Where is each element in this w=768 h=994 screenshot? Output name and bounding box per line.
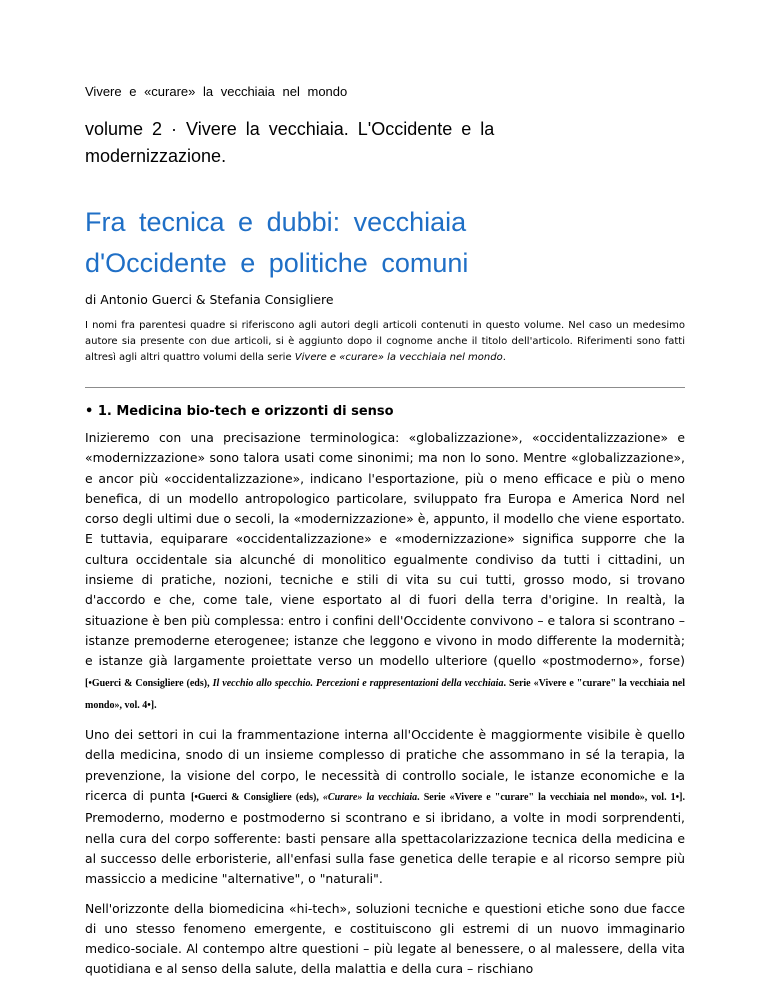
- reference-citation: [191, 792, 685, 803]
- reference-citation: [85, 678, 685, 711]
- article-title: Fra tecnica e dubbi: vecchiaia d'Occidente e politiche comuni: [85, 207, 469, 278]
- paragraph-2-text-a: Uno dei settori in cui la frammentazione interna all'Occidente è maggiormente visibile è quello della medicina, snodo di un insieme complesso di pratiche che assommano in sé la terapia, la prevenzione, la visione del corpo, le necessità di controllo sociale, le istanze economiche e la ricerca di punta: [85, 727, 685, 804]
- paragraph-1: [85, 428, 685, 716]
- paragraph-2: [85, 725, 685, 889]
- editorial-note-end: .: [502, 352, 506, 363]
- article-authors: di Antonio Guerci & Stefania Consigliere: [85, 292, 334, 307]
- section-divider: [85, 387, 685, 388]
- reference-citation-authors: [•Guerci & Consigliere (eds),: [191, 792, 323, 804]
- reference-citation-title: Il vecchio allo specchio. Percezioni e rappresentazioni della vecchiaia: [212, 677, 504, 689]
- editorial-note-text: I nomi fra parentesi quadre si riferiscono agli autori degli articoli contenuti in questo volume. Nel caso un medesimo autore sia presente con due articoli, si è aggiunto dopo il cognome anche il titolo dell'articolo. Riferimenti sono fatti altresì agli altri quattro volumi della serie: [85, 320, 685, 363]
- editorial-note-series-title: Vivere e «curare» la vecchiaia nel mondo: [294, 352, 503, 363]
- series-header: Vivere e «curare» la vecchiaia nel mondo: [85, 84, 348, 99]
- section-heading: • 1. Medicina bio-tech e orizzonti di senso: [85, 404, 394, 419]
- reference-citation-authors: [•Guerci & Consigliere (eds),: [85, 677, 213, 689]
- paragraph-2-text-b: Premoderno, moderno e postmoderno si scontrano e si ibridano, a volte in modi sorprendenti, nella cura del corpo sofferente: basti pensare alla spettacolarizzazione tecnica della medicina e al successo delle erboristerie, all'enfasi sulla fase genetica delle terapie e al ricorso sempre più massiccio a medicine "alternative", o "naturali".: [85, 810, 685, 887]
- reference-citation-series: . Serie «Vivere e "curare" la vecchiaia nel mondo», vol. 4•].: [85, 677, 685, 711]
- section-body: [85, 428, 685, 989]
- editorial-note: [85, 318, 685, 366]
- paragraph-1-text: Inizieremo con una precisazione terminologica: «globalizzazione», «occidentalizzazione» e «modernizzazione» sono talora usati come sinonimi; ma non lo sono. Mentre «globalizzazione», e ancor più «occidentalizzazione», indicano l'esportazione, più o meno efficace e più o meno benefica, di un modello antropologico particolare, sviluppato fra Europa e America Nord nel corso degli ultimi due o secoli, la «modernizzazione» è, appunto, il modello che viene esportato. E tuttavia, equiparare «occidentalizzazione» e «modernizzazione» significa supporre che la cultura occidentale sia alcunché di monolitico egualmente condiviso da tutti i cittadini, un insieme di pratiche, nozioni, tecniche e stili di vita su cui tutti, grosso modo, si trovano d'accordo e che, come tale, viene esportato al di fuori della terra d'origine. In realtà, la situazione è ben più complessa: entro i confini dell'Occidente convivono – e talora si scontrano – istanze premoderne eterogenee; istanze che leggono e vivono in modo differente la modernità; e istanze già largamente proiettate verso un modello ulteriore (quello «postmoderno», forse): [85, 430, 685, 669]
- paragraph-3: Nell'orizzonte della biomedicina «hi-tech», soluzioni tecniche e questioni etiche sono due facce di uno stesso fenomeno emergente, e costituiscono gli estremi di un nuovo immaginario medico-sociale. Al contempo altre questioni – più legate al benessere, o al malessere, della vita quotidiana e al senso della salute, della malattia e della cura – rischiano: [85, 900, 685, 977]
- reference-citation-series: . Serie «Vivere e "curare" la vecchiaia nel mondo», vol. 1•].: [417, 792, 685, 804]
- reference-citation-title: «Curare» la vecchiaia: [322, 792, 418, 804]
- volume-line: volume 2 · Vivere la vecchiaia. L'Occidente e la modernizzazione.: [85, 119, 495, 166]
